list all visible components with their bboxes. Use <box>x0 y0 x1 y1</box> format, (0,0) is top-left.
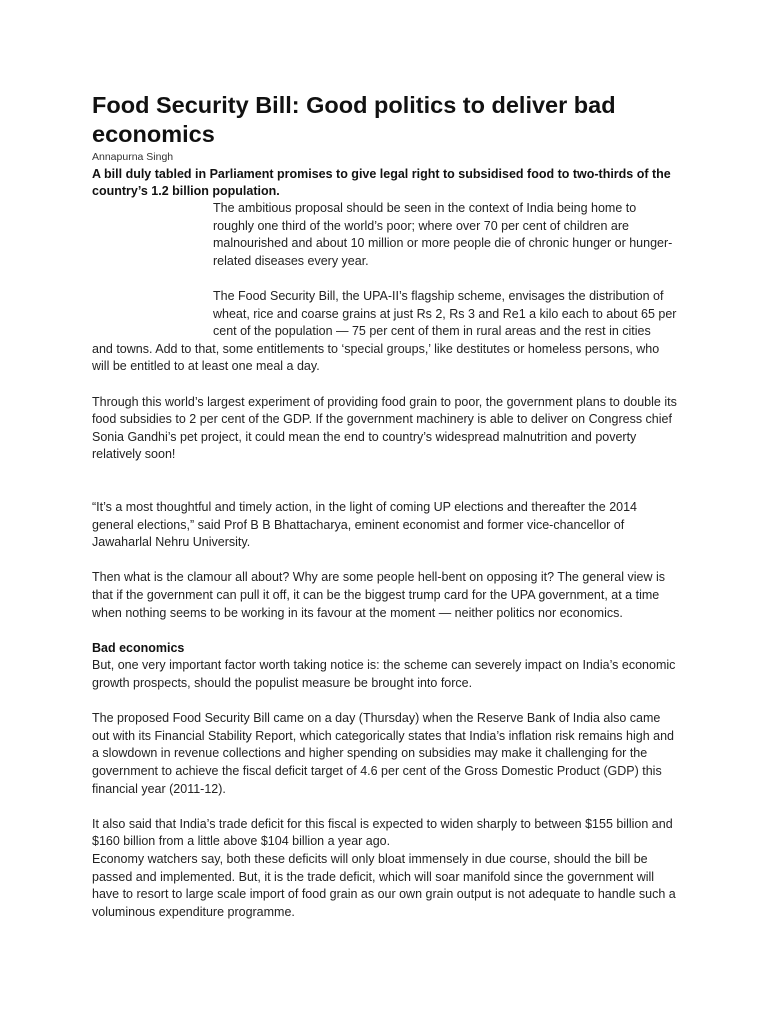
spacer <box>92 693 680 711</box>
article-title: Food Security Bill: Good politics to deliver bad economics <box>92 92 616 147</box>
article <box>92 91 680 921</box>
article-author: Annapurna Singh <box>92 151 174 163</box>
paragraph-trade-deficit: It also said that India’s trade deficit for this fiscal is expected to widen sharply to between $155 billion and $160 billion from a little above $104 billion a year ago. <box>92 816 673 849</box>
paragraph-quote: “It’s a most thoughtful and timely action, in the light of coming UP elections and thereafter the 2014 general elections,” said Prof B B Bhattacharya, eminent economist and former vice-chancellor of Jawaharlal Nehru University. <box>92 500 637 550</box>
spacer <box>92 552 680 570</box>
paragraph-impact: But, one very important factor worth taking notice is: the scheme can severely impact on India’s economic growth prospects, should the populist measure be brought into force. <box>92 658 676 691</box>
spacer <box>92 464 680 499</box>
paragraph-context: The ambitious proposal should be seen in the context of India being home to roughly one third of the world’s poor; where over 70 per cent of children are malnourished and about 10 million or more people die of chronic hunger or hunger-related diseases every year. <box>213 201 673 268</box>
article-lead: A bill duly tabled in Parliament promises to give legal right to subsidised food to two-thirds of the country’s 1.2 billion population. <box>92 167 671 198</box>
spacer <box>92 798 680 816</box>
spacer <box>92 622 680 640</box>
paragraph-experiment: Through this world’s largest experiment of providing food grain to poor, the government plans to double its food subsidies to 2 per cent of the GDP. If the government machinery is able to deliver on Congress chief Sonia Gandhi’s pet project, it could mean the end to country’s widespread malnutrition and poverty relatively soon! <box>92 394 677 462</box>
paragraph-bill-continued: and towns. Add to that, some entitlements to ‘special groups,’ like destitutes or homeless persons, who will be entitled to at least one meal a day. <box>92 341 660 374</box>
paragraph-economy-watchers: Economy watchers say, both these deficits will only bloat immensely in due course, should the bill be passed and implemented. But, it is the trade deficit, which will soar manifold since the government will have to resort to large scale import of food grain as our own grain output is not adequate to handle such a voluminous expenditure programme. <box>92 851 676 919</box>
spacer <box>92 270 680 288</box>
paragraph-rbi: The proposed Food Security Bill came on a day (Thursday) when the Reserve Bank of India also came out with its Financial Stability Report, which categorically states that India’s inflation risk remains high and a slowdown in revenue collections and higher spending on subsidies may make it challenging for the government to achieve the fiscal deficit target of 4.6 per cent of the Gross Domestic Product (GDP) this financial year (2011-12). <box>92 711 674 796</box>
spacer <box>92 376 680 394</box>
subheading-bad-economics: Bad economics <box>92 640 185 655</box>
paragraph-bill-indented: The Food Security Bill, the UPA-II’s flagship scheme, envisages the distribution of wheat, rice and coarse grains at just Rs 2, Rs 3 and Re1 a kilo each to about 65 per cent of the population — 75 per cent of them in rural areas and the rest in cities <box>213 288 677 339</box>
paragraph-clamour: Then what is the clamour all about? Why are some people hell-bent on opposing it? The general view is that if the government can pull it off, it can be the biggest trump card for the UPA government, at a time when nothing seems to be working in its favour at the moment — neither politics nor economics. <box>92 570 666 620</box>
